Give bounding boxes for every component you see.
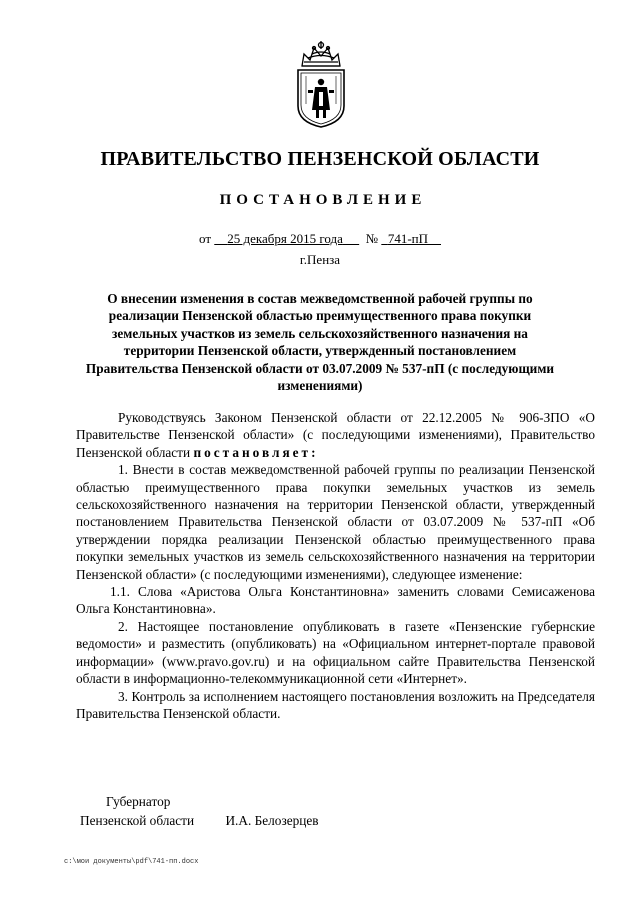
coat-of-arms-icon (292, 40, 350, 128)
item-1: 1. Внести в состав межведомственной рабочей группы по реализации Пензенской областью преимущественного права покупки земельных участков из земель сельскохозяйственного назначения на территории Пензенской области, утвержденный постановлением Правительства Пензенской области от 03.07.2009 № 537-пП «Об утверждении порядка реализации Пензенской областью преимущественного права покупки земельных участков из земель сельскохозяйственного назначения на территории Пензенской области» (с последующими изменениями), следующее изменение: (76, 462, 595, 582)
signatory-position-line2: Пензенской области (80, 813, 195, 828)
number-value: 741-пП (387, 231, 428, 246)
decrees-word: постановляет: (193, 444, 319, 460)
date-number-line (0, 231, 640, 247)
item-1-1: 1.1. Слова «Аристова Ольга Константиновна» заменить словами Семисаженова Ольга Константиновна». (76, 584, 595, 617)
document-title: О внесении изменения в состав межведомственной рабочей группы по реализации Пензенской областью преимущественного права покупки земельных участков из земель сельскохозяйственного назначения на территории Пензенской области, утвержденный постановлением Правительства Пензенской области от 03.07.2009 № 537-пП (с последующими изменениями) (85, 291, 555, 394)
signatory-position-line1: Губернатор (106, 794, 171, 809)
date-value: 25 декабря 2015 года (227, 231, 343, 246)
date-prefix: от (199, 231, 212, 246)
document-type: ПОСТАНОВЛЕНИЕ (219, 192, 427, 208)
signatory-name: И.А. Белозерцев (225, 813, 319, 828)
file-path: c:\мои документы\pdf\741-пп.docx (64, 858, 199, 866)
number-prefix: № (365, 231, 379, 246)
document-body (76, 409, 595, 722)
preamble-paragraph: Руководствуясь Законом Пензенской области от 22.12.2005 № 906-ЗПО «О Правительстве Пензенской области» (с последующими изменениями), Правительство Пензенской области постановляет: (76, 410, 595, 460)
item-3: 3. Контроль за исполнением настоящего постановления возложить на Председателя Правительства Пензенской области. (76, 688, 595, 721)
signature-block (80, 792, 319, 830)
government-name: ПРАВИТЕЛЬСТВО ПЕНЗЕНСКОЙ ОБЛАСТИ (100, 148, 540, 170)
item-2: 2. Настоящее постановление опубликовать в газете «Пензенские губернские ведомости» и разместить (опубликовать) на «Официальном интернет-портале правовой информации» (www.pravo.gov.ru) и на официальном сайте Правительства Пензенской области в информационно-телекоммуникационной сети «Интернет». (76, 618, 595, 687)
city: г.Пенза (299, 252, 341, 267)
